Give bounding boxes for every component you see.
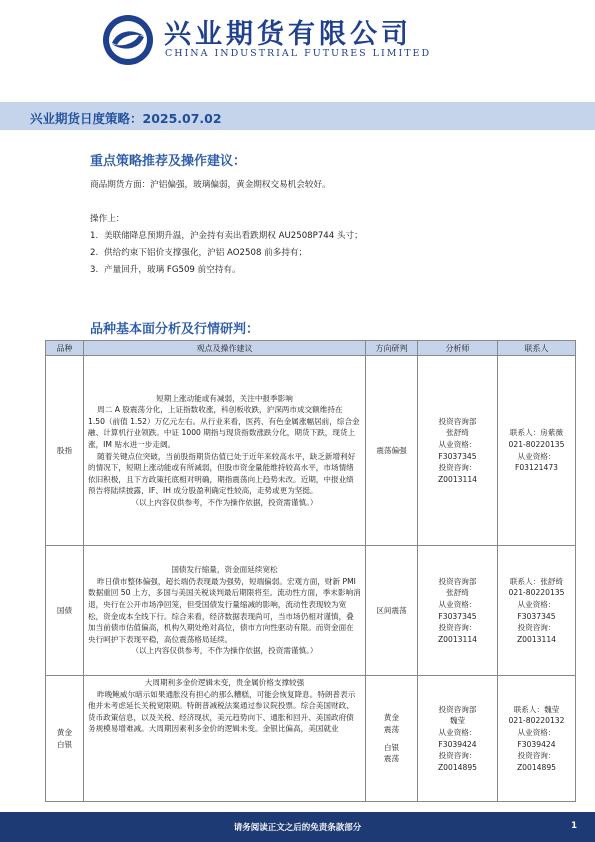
analyst-line: 魏莹 [449, 716, 466, 726]
contact-cell [498, 546, 576, 676]
view-cell [84, 546, 366, 676]
category-cell [46, 676, 84, 802]
contact-line: 联系人：房紫薇 [509, 428, 564, 438]
contact-line: 021-80220135 [508, 439, 565, 449]
view-paragraph: 随着关键点位突破，当前股指期货估值已处于近年来较高水平，缺乏新增利好的情况下，短期上涨动能或有所减弱，但股市资金量能维持较高水平，市场情绪依旧积极，且下方政策托底相对明确，期指震荡向上趋势未改。近期，中报业绩预告将陆续披露，IF、IH 成分股盈利确定性较高，走势或更为坚挺。 [88, 451, 356, 496]
table-row [46, 546, 576, 676]
analyst-line: 从业资格： [438, 439, 477, 449]
company-logo-icon [100, 12, 156, 68]
view-paragraph: 周二 A 股震荡分化，上证指数收涨，科创板收跌，沪深两市成交额维持在 1.50（前值 1.52）万亿元左右。从行业来看，医药、有色金属涨幅居前，综合金融、计算机行业领跌。中证 1000 期指与现货指数涨跌分化，期货下跌，现货上涨，IM 贴水进一步走阔。 [88, 405, 360, 449]
column-header: 品种 [46, 341, 84, 356]
analyst-line: 从业资格： [438, 727, 477, 737]
company-name-cn: 兴业期货有限公司 [164, 19, 412, 50]
analyst-line: 投资咨询部 [438, 576, 477, 586]
view-title: 短期上涨动能或有减弱，关注中报季影响 [156, 393, 293, 403]
list-item-text: 美联储降息预期升温，沪金持有卖出看跌期权 AU2508P744 头寸； [104, 231, 363, 241]
analyst-cell [418, 356, 498, 546]
category-line: 白银 [56, 739, 73, 749]
contact-line: 联系人：魏莹 [513, 704, 560, 714]
view-paragraph: 昨日债市整体偏强，超长端仍表现最为强势，短端偏弱。宏观方面，财新 PMI 数据重回 50 上方，多国与美国关税谈判最后期限将至。流动性方面，季末影响消退，央行在公开市场净回笼，但受国债发行量缩减的影响，流动性表现较为宽松，资金成本全线下行。综合来看，经济数据表现尚可，当市场仍相对谨慎，叠加当前债市估值偏高，机构久期处绝对高位，债市方向性驱动有限。而资金面在央行呵护下表现平稳，高位震荡格局延续。 [88, 576, 361, 644]
contact-line: 021-80220132 [508, 716, 565, 726]
direction-line: 黄金 [383, 713, 400, 723]
analyst-line: Z0013114 [437, 474, 478, 484]
footer-disclaimer: 请务阅读正文之后的免责条款部分 [233, 823, 362, 833]
category-line: 黄金 [56, 727, 73, 737]
contact-line: 从业资格： [517, 727, 556, 737]
list-item-text: 供给约束下铝价支撑强化，沪铝 AO2508 前多持有； [104, 248, 308, 258]
page-number: 1 [571, 821, 577, 831]
table-row [46, 356, 576, 546]
analyst-cell [418, 676, 498, 802]
list-item [90, 263, 363, 280]
disclaimer-note: （以上内容仅供参考，不作为操作依据，投资需谨慎。） [131, 497, 318, 507]
contact-line: F3037345 [517, 611, 556, 621]
strategy-summary: 商品期货方面：沪铝偏强，玻璃偏弱，黄金期权交易机会较好。 [90, 180, 331, 190]
direction-cell: 震荡偏强 [366, 356, 418, 546]
contact-line: F03121473 [514, 463, 559, 473]
analyst-line: 张舒绮 [446, 588, 469, 598]
table-header-row [46, 341, 576, 356]
analyst-line: 投资咨询： [438, 463, 477, 473]
view-title: 国债发行缩量，资金面延续宽松 [171, 565, 278, 575]
column-header: 方向研判 [366, 341, 418, 356]
analyst-line: 投资咨询部 [438, 416, 477, 426]
view-cell [84, 676, 366, 802]
column-header: 联系人 [498, 341, 576, 356]
analyst-line: 投资咨询部 [438, 704, 477, 714]
disclaimer-note: （以上内容仅供参考，不作为操作依据，投资需谨慎。） [131, 646, 318, 656]
company-name-en: CHINA INDUSTRIAL FUTURES LIMITED [165, 48, 432, 59]
category-cell: 股指 [46, 356, 84, 546]
contact-line: Z0013114 [516, 634, 557, 644]
analyst-line: F3037345 [438, 451, 477, 461]
direction-cell [366, 676, 418, 802]
list-item [90, 229, 363, 246]
analyst-line: F3039424 [438, 739, 477, 749]
view-paragraph: 昨晚鲍威尔暗示如果通胀没有担心的那么糟糕，可能会恢复降息。特朗普表示他并未考虑延长关税宽限期。特朗普减税法案通过参议院投票。综合美国财政、货币政策信息，以及关税、经济现状，美元趋势向下、通胀和回升、美国政府债务规模易增难减。大周期因素利多金价的逻辑未变。金银比偏高，美国就业 [88, 689, 356, 734]
list-item-number: 2. [90, 248, 99, 258]
contact-line: 投资咨询： [517, 623, 556, 633]
contact-line: 联系人：张舒绮 [509, 576, 564, 586]
analyst-line: F3037345 [438, 611, 477, 621]
contact-line: 投资咨询： [517, 751, 556, 761]
analyst-line: Z0013114 [437, 634, 478, 644]
ops-label: 操作上： [90, 214, 125, 224]
direction-line: 震荡 [383, 754, 400, 764]
contact-line: 从业资格： [517, 599, 556, 609]
contact-line: Z0014895 [516, 762, 557, 772]
title-band [0, 102, 595, 130]
direction-line: 震荡 [383, 724, 400, 734]
section-heading-analysis: 品种基本面分析及行情研判： [90, 322, 260, 337]
list-item-number: 3. [90, 265, 99, 275]
list-item-number: 1. [90, 231, 99, 241]
analyst-line: 从业资格： [438, 599, 477, 609]
view-cell [84, 356, 366, 546]
list-item-text: 产量回升，玻璃 FG509 前空持有。 [104, 265, 241, 275]
direction-cell: 区间震荡 [366, 546, 418, 676]
view-title: 大周期利多金价逻辑未变，贵金属价格支撑较强 [144, 678, 305, 687]
analyst-line: 投资咨询： [438, 623, 477, 633]
report-title: 兴业期货日度策略：2025.07.02 [30, 111, 222, 126]
category-cell: 国债 [46, 546, 84, 676]
contact-cell [498, 676, 576, 802]
ops-list [90, 229, 363, 280]
analyst-line: Z0014895 [437, 762, 478, 772]
contact-line: F3039424 [517, 739, 556, 749]
analyst-cell [418, 546, 498, 676]
analyst-line: 投资咨询： [438, 751, 477, 761]
column-header: 分析师 [418, 341, 498, 356]
contact-cell [498, 356, 576, 546]
column-header: 观点及操作建议 [84, 341, 366, 356]
contact-line: 从业资格： [517, 451, 556, 461]
list-item [90, 246, 363, 263]
table-row [46, 676, 576, 802]
analyst-line: 张舒绮 [446, 428, 469, 438]
contact-line: 021-80220135 [508, 588, 565, 598]
direction-line: 白银 [383, 742, 400, 752]
page-footer [0, 812, 595, 842]
analysis-table [45, 340, 576, 802]
page-header [0, 0, 595, 70]
section-heading-strategy: 重点策略推荐及操作建议： [90, 154, 247, 169]
